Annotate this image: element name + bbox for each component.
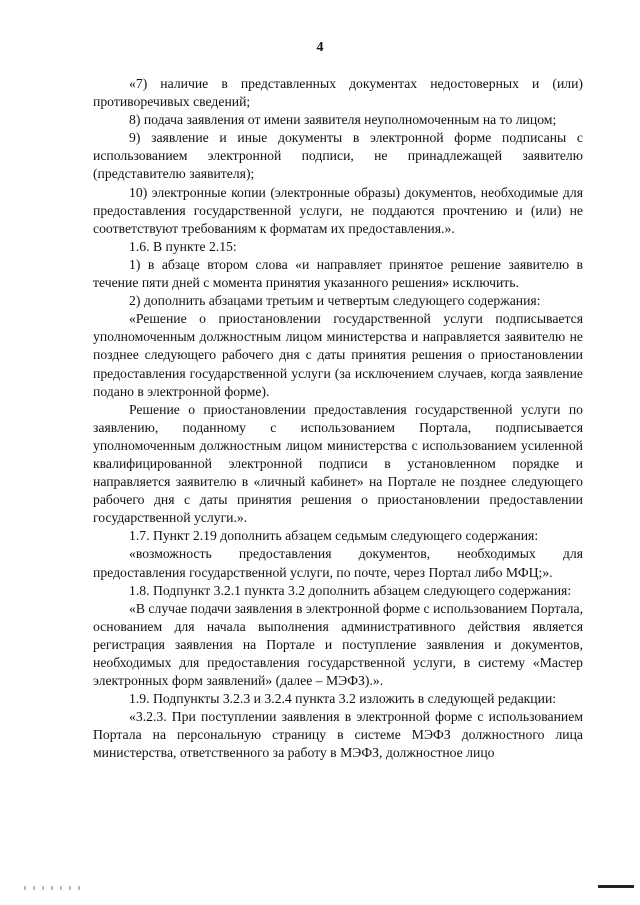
paragraph: Решение о приостановлении предоставления государственной услуги по заявлению, поданному с использованием Портала, подписывается уполномоченным должностным лицом министерства с использованием усиленной квалифицированной электронной подписи в установленном порядке и направляется заявителю в «личный кабинет» на Портале не позднее следующего рабочего дня с даты принятия решения о приостановлении предоставлении государственной услуги.». <box>93 401 583 526</box>
paragraph: «В случае подачи заявления в электронной форме с использованием Портала, основанием для начала выполнения административного действия является регистрация заявления на Портале и поступление заявления и документов, необходимых для предоставления государственной услуги, в систему «Мастер электронных форм заявлений» (далее – МЭФЗ).». <box>93 600 583 689</box>
paragraph: 1.8. Подпункт 3.2.1 пункта 3.2 дополнить абзацем следующего содержания: <box>129 582 572 598</box>
paragraph: 2) дополнить абзацами третьим и четвертым следующего содержания: <box>129 293 541 309</box>
paragraph: 9) заявление и иные документы в электронной форме подписаны с использованием электронной подписи, не принадлежащей заявителю (представителю заявителя); <box>93 130 583 182</box>
paragraph: 8) подача заявления от имени заявителя неуполномоченным на то лицом; <box>129 112 557 128</box>
paragraph: 10) электронные копии (электронные образы) документов, необходимые для предоставления государственной услуги, не поддаются прочтению и (или) не соответствуют требованиям к форматам их предоставления.». <box>93 184 583 236</box>
paragraph: «7) наличие в представленных документах недостоверных и (или) противоречивых сведений; <box>93 76 583 110</box>
paragraph: 1.9. Подпункты 3.2.3 и 3.2.4 пункта 3.2 изложить в следующей редакции: <box>129 691 557 707</box>
document-body <box>93 75 583 763</box>
paragraph: 1.6. В пункте 2.15: <box>129 238 237 254</box>
paragraph: 1) в абзаце втором слова «и направляет принятое решение заявителю в течение пяти дней с момента принятия указанного решения» исключить. <box>93 256 583 291</box>
paragraph: «3.2.3. При поступлении заявления в электронной форме с использованием Портала на персональную страницу в системе МЭФЗ должностного лица министерства, ответственного за работу в МЭФЗ, должностное лицо <box>93 709 583 761</box>
page-edge-mark <box>598 885 634 888</box>
paragraph: «возможность предоставления документов, необходимых для предоставления государственной услуги, по почте, через Портал либо МФЦ;». <box>93 546 583 580</box>
scan-artifact <box>24 886 84 890</box>
paragraph: «Решение о приостановлении государственной услуги подписывается уполномоченным должностным лицом министерства и направляется заявителю не позднее следующего рабочего дня с даты принятия решения о приостановлении предоставления государственной услуги (за исключением случаев, когда заявление подано в электронной форме). <box>93 311 583 399</box>
paragraph: 1.7. Пункт 2.19 дополнить абзацем седьмым следующего содержания: <box>129 528 539 544</box>
page-number: 4 <box>316 40 324 55</box>
